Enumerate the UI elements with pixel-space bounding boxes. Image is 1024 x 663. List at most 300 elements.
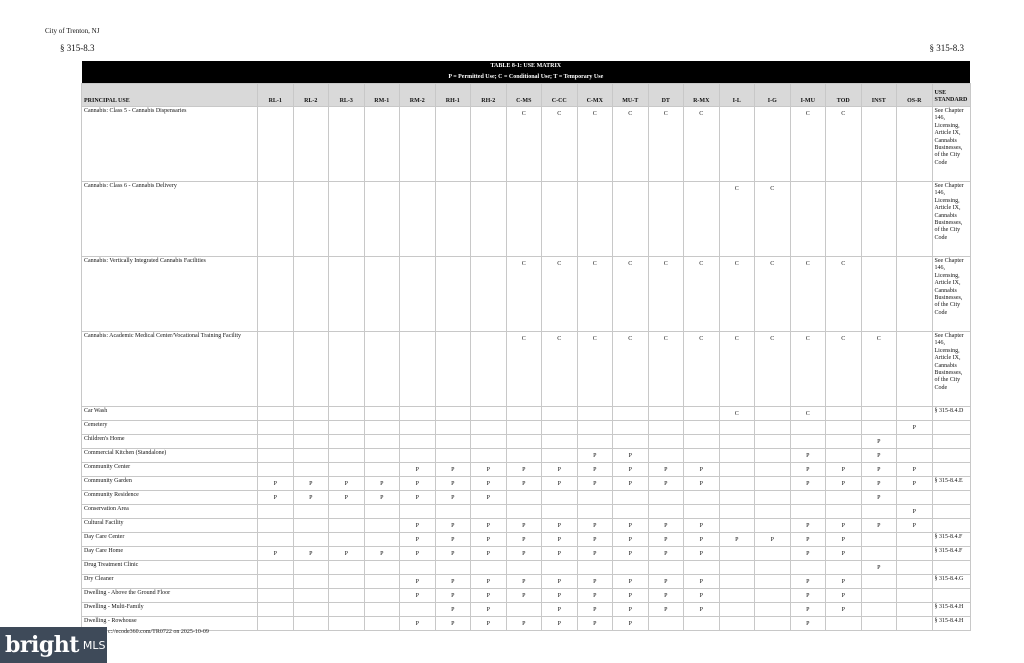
permission-cell: P (790, 519, 826, 533)
permission-cell: P (861, 463, 897, 477)
permission-cell: P (861, 435, 897, 449)
column-header-row (82, 84, 971, 107)
principal-use-cell: Dwelling - Above the Ground Floor (82, 589, 258, 603)
zone-header-inst: INST (861, 84, 897, 107)
permission-cell: P (897, 477, 933, 491)
zone-header-mu-t: MU-T (613, 84, 649, 107)
permission-cell (719, 617, 755, 631)
permission-cell: P (648, 463, 684, 477)
permission-cell: P (506, 519, 542, 533)
use-standard-cell (932, 449, 970, 463)
permission-cell (755, 575, 791, 589)
table-row (82, 561, 971, 575)
permission-cell (755, 617, 791, 631)
principal-use-cell: Dwelling - Multi-Family (82, 603, 258, 617)
permission-cell: P (542, 603, 578, 617)
table-row (82, 575, 971, 589)
permission-cell (400, 435, 436, 449)
permission-cell (258, 332, 294, 407)
permission-cell (613, 407, 649, 421)
permission-cell: P (435, 589, 471, 603)
zone-header-c-mx: C-MX (577, 84, 613, 107)
permission-cell (861, 575, 897, 589)
permission-cell: C (648, 332, 684, 407)
permission-cell: P (577, 617, 613, 631)
permission-cell (329, 435, 365, 449)
permission-cell: P (506, 463, 542, 477)
permission-cell (755, 107, 791, 182)
permission-cell: P (364, 491, 400, 505)
permission-cell: P (684, 589, 720, 603)
permission-cell (329, 505, 365, 519)
permission-cell (897, 589, 933, 603)
zone-header-c-cc: C-CC (542, 84, 578, 107)
permission-cell: P (435, 491, 471, 505)
permission-cell (861, 603, 897, 617)
permission-cell (258, 533, 294, 547)
permission-cell (506, 561, 542, 575)
permission-cell (755, 407, 791, 421)
permission-cell (897, 533, 933, 547)
permission-cell: P (400, 617, 436, 631)
permission-cell (293, 435, 329, 449)
permission-cell (329, 463, 365, 477)
zone-header-i-g: I-G (755, 84, 791, 107)
watermark-suffix: MLS (82, 638, 106, 652)
permission-cell (542, 505, 578, 519)
permission-cell (719, 561, 755, 575)
permission-cell (577, 435, 613, 449)
permission-cell (329, 257, 365, 332)
permission-cell (506, 182, 542, 257)
permission-cell: P (790, 603, 826, 617)
permission-cell: P (471, 575, 507, 589)
table-row (82, 505, 971, 519)
permission-cell (577, 407, 613, 421)
table-row (82, 491, 971, 505)
permission-cell (755, 463, 791, 477)
use-standard-cell (932, 561, 970, 575)
permission-cell: P (577, 477, 613, 491)
permission-cell: P (400, 519, 436, 533)
permission-cell: C (755, 332, 791, 407)
permission-cell: C (684, 332, 720, 407)
permission-cell: P (613, 603, 649, 617)
permission-cell: C (577, 107, 613, 182)
principal-use-cell: Car Wash (82, 407, 258, 421)
permission-cell: P (577, 463, 613, 477)
permission-cell: P (826, 519, 862, 533)
permission-cell: C (506, 257, 542, 332)
table-row (82, 421, 971, 435)
table-row (82, 463, 971, 477)
permission-cell (293, 421, 329, 435)
permission-cell: P (790, 477, 826, 491)
permission-cell: P (648, 519, 684, 533)
permission-cell (400, 421, 436, 435)
permission-cell (648, 421, 684, 435)
permission-cell: P (471, 491, 507, 505)
permission-cell (755, 519, 791, 533)
permission-cell (790, 182, 826, 257)
permission-cell (471, 421, 507, 435)
permission-cell (826, 505, 862, 519)
section-number-right: § 315-8.3 (929, 43, 964, 53)
permission-cell: P (329, 547, 365, 561)
permission-cell (435, 107, 471, 182)
permission-cell (293, 505, 329, 519)
permission-cell (293, 617, 329, 631)
permission-cell (719, 519, 755, 533)
permission-cell (684, 449, 720, 463)
permission-cell: P (542, 463, 578, 477)
permission-cell (293, 332, 329, 407)
permission-cell: C (790, 332, 826, 407)
permission-cell: P (435, 477, 471, 491)
permission-cell (826, 449, 862, 463)
permission-cell (790, 421, 826, 435)
permission-cell (897, 617, 933, 631)
permission-cell: P (613, 589, 649, 603)
permission-cell (400, 332, 436, 407)
use-standard-cell (932, 491, 970, 505)
permission-cell (648, 505, 684, 519)
permission-cell (435, 449, 471, 463)
permission-cell: P (400, 589, 436, 603)
zone-header-rl-2: RL-2 (293, 84, 329, 107)
permission-cell (471, 435, 507, 449)
permission-cell: P (293, 491, 329, 505)
table-row (82, 449, 971, 463)
principal-use-cell: Cemetery (82, 421, 258, 435)
permission-cell: P (577, 589, 613, 603)
principal-use-cell: Conservation Area (82, 505, 258, 519)
permission-cell (577, 505, 613, 519)
permission-cell (719, 463, 755, 477)
permission-cell (542, 182, 578, 257)
permission-cell (719, 449, 755, 463)
permission-cell (861, 589, 897, 603)
permission-cell (293, 107, 329, 182)
permission-cell (826, 182, 862, 257)
table-row (82, 589, 971, 603)
permission-cell: C (755, 257, 791, 332)
use-standard-header: USE STANDARD (932, 84, 970, 107)
permission-cell (400, 257, 436, 332)
permission-cell (861, 505, 897, 519)
permission-cell: P (861, 477, 897, 491)
zone-header-dt: DT (648, 84, 684, 107)
permission-cell: P (648, 589, 684, 603)
permission-cell (329, 332, 365, 407)
permission-cell (755, 589, 791, 603)
table-row (82, 533, 971, 547)
permission-cell: P (258, 477, 294, 491)
bright-mls-watermark (0, 627, 107, 663)
permission-cell (648, 182, 684, 257)
permission-cell (648, 407, 684, 421)
permission-cell: P (861, 491, 897, 505)
permission-cell: P (400, 463, 436, 477)
permission-cell: P (861, 519, 897, 533)
permission-cell (506, 491, 542, 505)
permission-cell: P (577, 547, 613, 561)
permission-cell: C (826, 257, 862, 332)
use-standard-cell (932, 519, 970, 533)
principal-use-cell: Dwelling - Rowhouse (82, 617, 258, 631)
permission-cell (719, 107, 755, 182)
permission-cell (258, 617, 294, 631)
permission-cell (400, 182, 436, 257)
permission-cell (364, 519, 400, 533)
principal-use-cell: Drug Treatment Clinic (82, 561, 258, 575)
municipality-name: City of Trenton, NJ (45, 27, 100, 35)
permission-cell (684, 421, 720, 435)
permission-cell: P (400, 491, 436, 505)
permission-cell: P (861, 449, 897, 463)
permission-cell (364, 435, 400, 449)
permission-cell: P (364, 547, 400, 561)
permission-cell: P (577, 533, 613, 547)
permission-cell (648, 449, 684, 463)
permission-cell (861, 107, 897, 182)
permission-cell: P (826, 477, 862, 491)
permission-cell (897, 332, 933, 407)
permission-cell (293, 182, 329, 257)
permission-cell (293, 589, 329, 603)
use-standard-cell (932, 505, 970, 519)
permission-cell: C (719, 182, 755, 257)
zone-header-rh-1: RH-1 (435, 84, 471, 107)
permission-cell (577, 491, 613, 505)
permission-cell: P (684, 477, 720, 491)
permission-cell: P (613, 547, 649, 561)
permission-cell: C (861, 332, 897, 407)
permission-cell (613, 491, 649, 505)
permission-cell: P (648, 575, 684, 589)
permission-cell (577, 182, 613, 257)
permission-cell (364, 421, 400, 435)
permission-cell: P (613, 617, 649, 631)
zone-header-i-l: I-L (719, 84, 755, 107)
permission-cell (719, 505, 755, 519)
permission-cell (506, 421, 542, 435)
permission-cell: P (577, 449, 613, 463)
permission-cell (861, 257, 897, 332)
permission-cell: C (648, 257, 684, 332)
permission-cell (790, 491, 826, 505)
permission-cell (613, 505, 649, 519)
principal-use-cell: Day Care Center (82, 533, 258, 547)
permission-cell: P (506, 477, 542, 491)
permission-cell (826, 617, 862, 631)
permission-cell: P (329, 477, 365, 491)
permission-cell (719, 589, 755, 603)
permission-cell (613, 435, 649, 449)
permission-cell: C (613, 332, 649, 407)
permission-cell (258, 182, 294, 257)
permission-cell (471, 505, 507, 519)
permission-cell (790, 505, 826, 519)
permission-cell: C (826, 332, 862, 407)
zone-header-i-mu: I-MU (790, 84, 826, 107)
permission-cell (471, 561, 507, 575)
principal-use-cell: Children's Home (82, 435, 258, 449)
permission-cell (897, 435, 933, 449)
permission-cell (435, 561, 471, 575)
principal-use-cell: Community Center (82, 463, 258, 477)
permission-cell (329, 107, 365, 182)
permission-cell (329, 421, 365, 435)
permission-cell: C (577, 257, 613, 332)
permission-cell (897, 603, 933, 617)
permission-cell (400, 407, 436, 421)
permission-cell: C (755, 182, 791, 257)
permission-cell (258, 449, 294, 463)
permission-cell (613, 182, 649, 257)
principal-use-cell: Day Care Home (82, 547, 258, 561)
permission-cell: C (506, 107, 542, 182)
permission-cell (897, 182, 933, 257)
permission-cell (755, 603, 791, 617)
table-row (82, 617, 971, 631)
use-matrix-table (81, 61, 971, 631)
permission-cell (329, 407, 365, 421)
permission-cell (364, 449, 400, 463)
table-row (82, 435, 971, 449)
permission-cell: P (897, 505, 933, 519)
permission-cell: P (613, 533, 649, 547)
permission-cell (826, 407, 862, 421)
permission-cell: P (542, 519, 578, 533)
permission-cell: P (613, 463, 649, 477)
permission-cell: P (542, 533, 578, 547)
section-number-left: § 315-8.3 (60, 43, 95, 53)
permission-cell (542, 435, 578, 449)
permission-cell (897, 449, 933, 463)
use-standard-cell: See Chapter 146, Licensing, Article IX, Cannabis Businesses, of the City Code (932, 257, 970, 332)
permission-cell: P (577, 575, 613, 589)
permission-cell (364, 182, 400, 257)
use-standard-cell: § 315-8.4.H (932, 603, 970, 617)
permission-cell: P (542, 589, 578, 603)
permission-cell: P (435, 547, 471, 561)
permission-cell: C (613, 257, 649, 332)
permission-cell (364, 407, 400, 421)
permission-cell (684, 561, 720, 575)
permission-cell (435, 435, 471, 449)
permission-cell (435, 332, 471, 407)
permission-cell (400, 449, 436, 463)
permission-cell (258, 421, 294, 435)
permission-cell: P (897, 463, 933, 477)
watermark-brand: bright (5, 632, 79, 658)
zone-header-rm-1: RM-1 (364, 84, 400, 107)
principal-use-cell: Cannabis: Class 6 - Cannabis Delivery (82, 182, 258, 257)
permission-cell: P (400, 575, 436, 589)
permission-cell (471, 407, 507, 421)
permission-cell (364, 603, 400, 617)
permission-cell: P (684, 519, 720, 533)
permission-cell (506, 407, 542, 421)
permission-cell (435, 182, 471, 257)
permission-cell (719, 547, 755, 561)
principal-use-cell: Community Residence (82, 491, 258, 505)
permission-cell (755, 505, 791, 519)
use-standard-cell (932, 421, 970, 435)
permission-cell: P (542, 477, 578, 491)
permission-cell (329, 575, 365, 589)
permission-cell: C (719, 257, 755, 332)
permission-cell (400, 505, 436, 519)
permission-cell (826, 491, 862, 505)
permission-cell (364, 505, 400, 519)
permission-cell (861, 547, 897, 561)
permission-cell (897, 547, 933, 561)
permission-cell (897, 491, 933, 505)
permission-cell (258, 435, 294, 449)
table-row (82, 407, 971, 421)
table-row (82, 519, 971, 533)
permission-cell (293, 561, 329, 575)
permission-cell: C (577, 332, 613, 407)
permission-cell: P (506, 533, 542, 547)
permission-cell: P (897, 519, 933, 533)
permission-cell (719, 491, 755, 505)
permission-cell (719, 435, 755, 449)
permission-cell (258, 575, 294, 589)
zone-header-rm-2: RM-2 (400, 84, 436, 107)
permission-cell (400, 107, 436, 182)
principal-use-cell: Commercial Kitchen (Standalone) (82, 449, 258, 463)
permission-cell (364, 533, 400, 547)
zone-header-r-mx: R-MX (684, 84, 720, 107)
permission-cell: P (684, 603, 720, 617)
permission-cell: P (542, 617, 578, 631)
permission-cell: P (471, 589, 507, 603)
permission-cell (897, 407, 933, 421)
use-standard-cell: § 315-8.4.E (932, 477, 970, 491)
permission-cell (258, 407, 294, 421)
permission-cell: P (826, 603, 862, 617)
principal-use-cell: Community Garden (82, 477, 258, 491)
table-legend: P = Permitted Use; C = Conditional Use; T = Temporary Use (82, 72, 971, 84)
permission-cell (684, 182, 720, 257)
permission-cell (542, 449, 578, 463)
principal-use-header: PRINCIPAL USE (82, 84, 258, 107)
permission-cell (542, 407, 578, 421)
permission-cell (293, 407, 329, 421)
permission-cell (329, 533, 365, 547)
permission-cell (861, 617, 897, 631)
permission-cell (329, 589, 365, 603)
permission-cell (506, 449, 542, 463)
permission-cell (471, 182, 507, 257)
permission-cell (293, 533, 329, 547)
permission-cell (648, 617, 684, 631)
permission-cell (506, 603, 542, 617)
permission-cell (755, 491, 791, 505)
permission-cell (364, 561, 400, 575)
permission-cell (293, 575, 329, 589)
permission-cell (435, 257, 471, 332)
permission-cell (861, 421, 897, 435)
permission-cell (258, 561, 294, 575)
permission-cell: P (648, 477, 684, 491)
permission-cell (329, 603, 365, 617)
permission-cell (506, 435, 542, 449)
permission-cell: P (684, 575, 720, 589)
